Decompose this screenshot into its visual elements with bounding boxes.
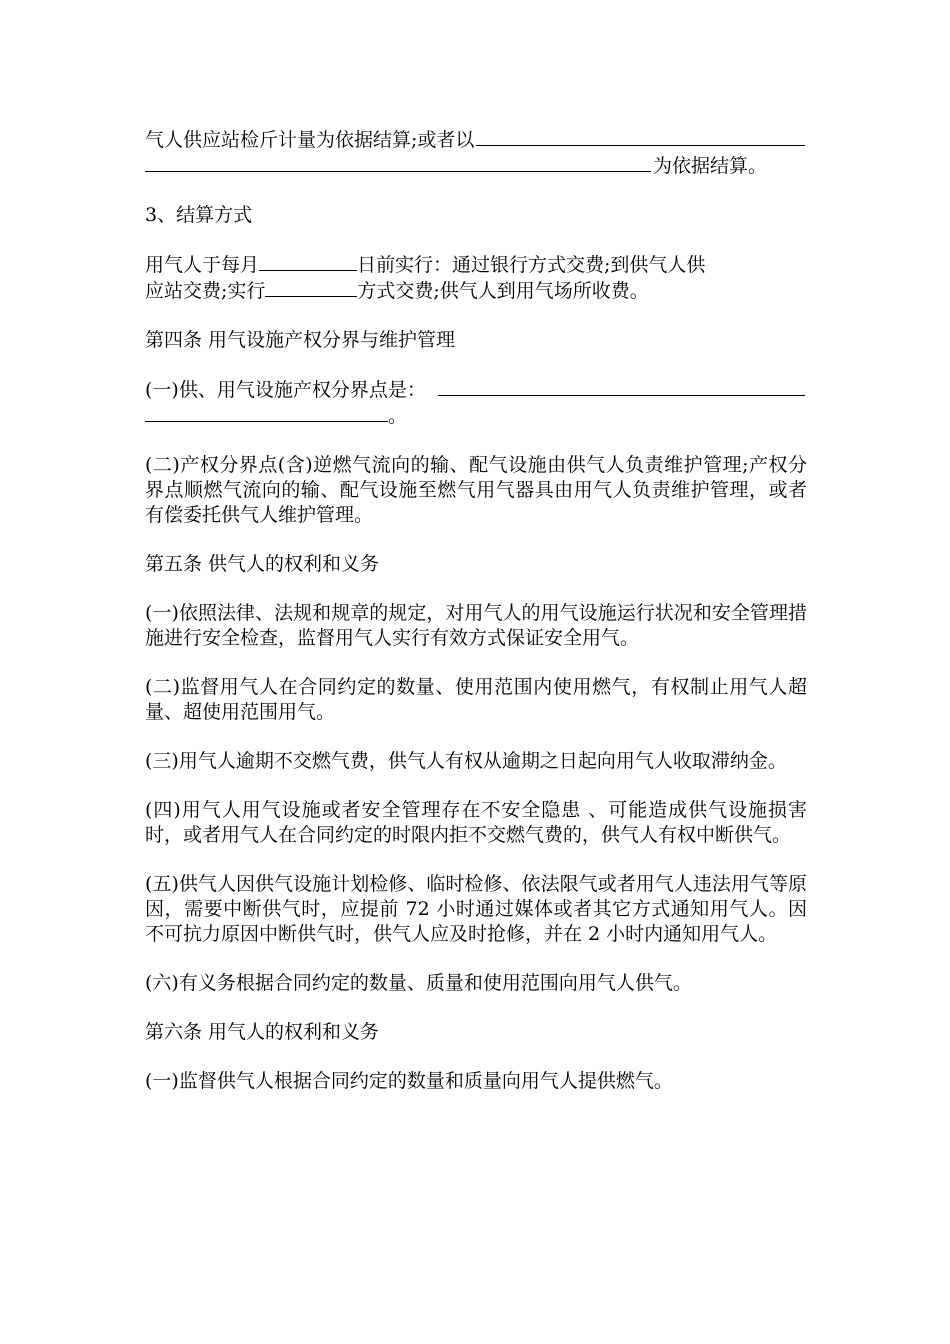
payment-line2-prefix: 应站交费;实行 [145, 280, 266, 302]
payment-prefix: 用气人于每月 [145, 254, 260, 276]
article4-item1-end: 。 [388, 405, 408, 427]
article5-item-2: (二)监督用气人在合同约定的数量、使用范围内使用燃气，有权制止用气人超量、超使用范围用气。 [145, 676, 807, 723]
article4-item2: (二)产权分界点(含)逆燃气流向的输、配气设施由供气人负责维护管理;产权分界点顺燃气流向的输、配气设施至燃气用气器具由用气人负责维护管理，或者有偿委托供气人维护管理。 [145, 454, 807, 526]
article5-item-3: (三)用气人逾期不交燃气费，供气人有权从逾期之日起向用气人收取滞纳金。 [145, 750, 787, 772]
payment-line-2 [145, 278, 807, 304]
settlement-basis-text: 气人供应站检斤计量为依据结算;或者以 [145, 129, 475, 151]
payment-line2-suffix: 方式交费;供气人到用气场所收费。 [357, 280, 649, 302]
article5-item-5: (五)供气人因供气设施计划检修、临时检修、依法限气或者用气人违法用气等原因，需要中断供气时，应提前 72 小时通过媒体或者其它方式通知用气人。因不可抗力原因中断供气时，供气人应及时抢修，并在 2 小时内通知用气人。 [145, 873, 807, 945]
payment-day-blank [259, 252, 357, 271]
article4-heading: 第四条 用气设施产权分界与维护管理 [145, 329, 456, 351]
article5-heading: 第五条 供气人的权利和义务 [145, 553, 380, 575]
settlement-basis-suffix: 为依据结算。 [652, 155, 767, 177]
boundary-point-blank-2 [145, 403, 388, 422]
settlement-basis-blank [476, 127, 805, 146]
settlement-basis-line-1 [145, 127, 807, 153]
payment-suffix: 日前实行：通过银行方式交费;到供气人供 [357, 254, 706, 276]
article4-item1-line-2 [145, 403, 807, 429]
article6-item-1: (一)监督供气人根据合同约定的数量和质量向用气人提供燃气。 [145, 1070, 673, 1092]
settlement-basis-line-2 [145, 153, 807, 179]
article5-item-6: (六)有义务根据合同约定的数量、质量和使用范围向用气人供气。 [145, 972, 692, 994]
article6-heading: 第六条 用气人的权利和义务 [145, 1021, 380, 1043]
article4-item1-line-1 [145, 377, 807, 403]
payment-method-blank [265, 278, 357, 297]
payment-line-1 [145, 252, 807, 278]
boundary-point-blank [438, 377, 805, 396]
settlement-method-heading: 3、结算方式 [145, 204, 253, 226]
settlement-basis-blank-2 [145, 153, 651, 172]
article5-item-1: (一)依照法律、法规和规章的规定，对用气人的用气设施运行状况和安全管理措施进行安全检查，监督用气人实行有效方式保证安全用气。 [145, 602, 807, 649]
article5-item-4: (四)用气人用气设施或者安全管理存在不安全隐患 、可能造成供气设施损害时，或者用气人在合同约定的时限内拒不交燃气费的，供气人有权中断供气。 [145, 799, 807, 846]
document-page [145, 127, 807, 1094]
article4-item1-text: (一)供、用气设施产权分界点是： [145, 379, 426, 401]
